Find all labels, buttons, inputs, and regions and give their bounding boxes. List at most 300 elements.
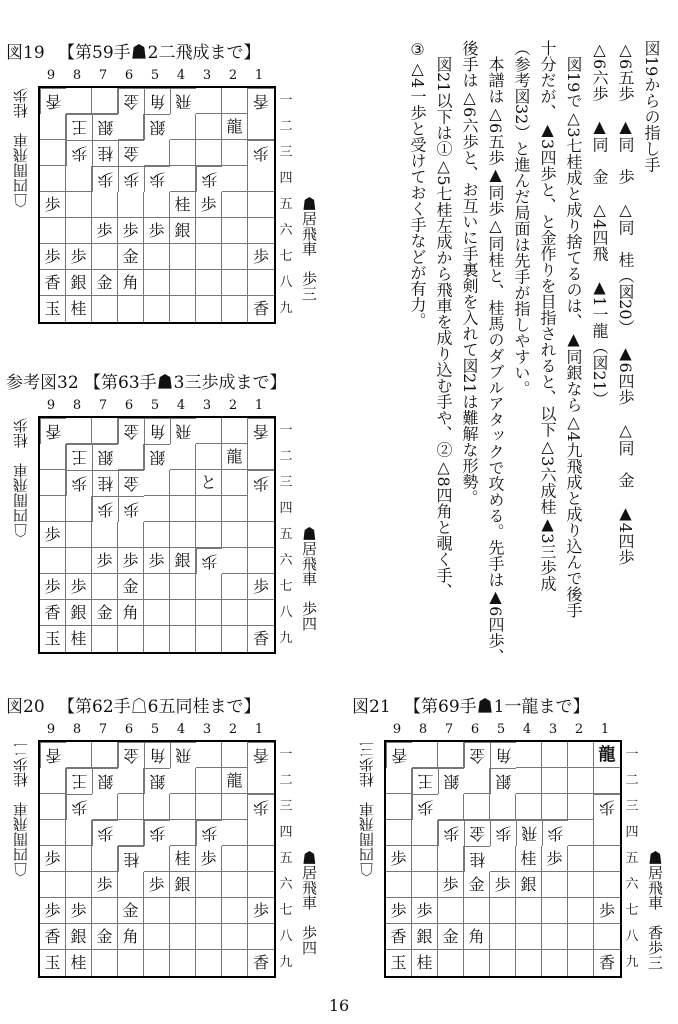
board-square (144, 470, 170, 496)
board-square (66, 192, 92, 218)
board-square (196, 950, 222, 976)
board-square (222, 950, 248, 976)
board-square (568, 846, 594, 872)
board-piece: 香 (386, 742, 412, 768)
board-piece: 王 (66, 768, 92, 794)
file-label: 2 (574, 722, 584, 737)
board-square (222, 166, 248, 192)
board-square (248, 768, 274, 794)
rank-labels (624, 742, 640, 976)
board-piece: 歩 (40, 192, 66, 218)
board-square (412, 846, 438, 872)
board-piece: と (196, 470, 222, 496)
board-piece: 角 (118, 924, 144, 950)
board-piece: 王 (66, 114, 92, 140)
board-piece: 桂 (118, 846, 144, 872)
board-piece: 銀 (412, 924, 438, 950)
board-piece: 歩 (92, 820, 118, 846)
board-piece: 香 (386, 924, 412, 950)
board-square (248, 270, 274, 296)
board-square (196, 270, 222, 296)
board-square (40, 444, 66, 470)
board-piece: 金 (118, 88, 144, 114)
board-square (92, 950, 118, 976)
board-piece: 歩 (66, 244, 92, 270)
board-piece: 歩 (438, 820, 464, 846)
prose-line: 図21以下は①△5七桂左成から飛車を成り込む手や、②△8四角と覗く手、 (434, 40, 453, 599)
board-square (222, 218, 248, 244)
board-piece: 銀 (144, 768, 170, 794)
shogi-board (38, 416, 276, 654)
board-square (196, 218, 222, 244)
board-piece: 歩 (144, 218, 170, 244)
board-piece: 香 (40, 418, 66, 444)
board-piece: 香 (40, 88, 66, 114)
board-square (222, 470, 248, 496)
board-square (386, 768, 412, 794)
board-square (92, 742, 118, 768)
rank-label: 六 (279, 223, 293, 238)
board-square (40, 820, 66, 846)
sente-hand: ☗居飛車 歩四 (300, 850, 318, 955)
rank-label: 七 (279, 903, 293, 918)
board-square (196, 88, 222, 114)
board-piece: 歩 (40, 846, 66, 872)
prose-line: （参考図32）と進んだ局面は先手が指しやすい。 (512, 40, 531, 397)
file-labels (38, 398, 274, 414)
shogi-board (38, 740, 276, 978)
board-square (594, 846, 620, 872)
board-piece: 香 (598, 953, 615, 972)
board-square (196, 794, 222, 820)
board-square (144, 244, 170, 270)
board-piece: 角 (490, 742, 516, 768)
board-square (170, 924, 196, 950)
rank-label: 七 (279, 579, 293, 594)
board-square (170, 898, 196, 924)
diagram-ref32 (6, 368, 316, 658)
board-piece: 桂 (170, 846, 196, 872)
board-square (66, 496, 92, 522)
board-square (490, 924, 516, 950)
board-piece: 歩 (144, 548, 170, 574)
file-label: 9 (46, 722, 56, 737)
board-square (222, 244, 248, 270)
board-piece: 銀 (170, 218, 196, 244)
board-square (248, 192, 274, 218)
board-piece: 歩 (490, 872, 516, 898)
file-label: 9 (46, 68, 56, 83)
board-square (222, 820, 248, 846)
board-piece: 歩 (196, 548, 222, 574)
board-square (40, 768, 66, 794)
board-square (222, 522, 248, 548)
file-label: 6 (124, 722, 134, 737)
board-piece: 金 (464, 742, 490, 768)
diagram-label: 図20 (6, 697, 45, 717)
board-piece: 銀 (170, 872, 196, 898)
board-piece: 角 (118, 600, 144, 626)
board-square (196, 140, 222, 166)
board-square (568, 924, 594, 950)
file-label: 7 (98, 722, 108, 737)
board-piece: 金 (464, 820, 490, 846)
rank-label: 三 (279, 145, 293, 160)
sente-hand: ☗居飛車 香歩三 (646, 850, 664, 970)
rank-label: 五 (279, 197, 293, 212)
board-piece: 歩 (248, 794, 274, 820)
board-square (196, 742, 222, 768)
board-square (594, 872, 620, 898)
rank-label: 九 (279, 301, 293, 316)
file-label: 9 (46, 398, 56, 413)
file-label: 7 (98, 398, 108, 413)
diagram-fig21 (352, 692, 672, 982)
board-piece: 王 (66, 444, 92, 470)
board-piece: 歩 (386, 898, 412, 924)
board-square (92, 574, 118, 600)
board-square (118, 768, 144, 794)
rank-label: 三 (279, 475, 293, 490)
board-piece: 金 (118, 140, 144, 166)
board-piece: 金 (118, 470, 144, 496)
board-square (170, 600, 196, 626)
board-square (196, 574, 222, 600)
board-piece: 銀 (516, 872, 542, 898)
board-square (222, 418, 248, 444)
board-square (438, 794, 464, 820)
board-piece: 角 (118, 270, 144, 296)
prose-line: △6六歩 ▲同 金 △4四飛 ▲1一龍（図21） (590, 40, 609, 407)
board-square (92, 296, 118, 322)
board-piece: 歩 (40, 244, 66, 270)
file-label: 2 (228, 398, 238, 413)
prose-line: 図19からの指し手 (642, 40, 661, 173)
board-piece: 歩 (196, 192, 222, 218)
board-piece: 銀 (144, 114, 170, 140)
board-square (438, 950, 464, 976)
file-label: 6 (124, 398, 134, 413)
board-piece: 銀 (490, 768, 516, 794)
file-label: 3 (548, 722, 558, 737)
board-square (594, 820, 620, 846)
board-square (196, 444, 222, 470)
board-piece: 桂 (92, 470, 118, 496)
board-square (66, 88, 92, 114)
board-piece: 歩 (40, 522, 66, 548)
board-square (196, 872, 222, 898)
board-square (412, 742, 438, 768)
file-label: 8 (418, 722, 428, 737)
board-piece: 桂 (66, 950, 92, 976)
board-piece: 玉 (40, 296, 66, 322)
file-label: 7 (98, 68, 108, 83)
board-piece: 龍 (222, 768, 248, 794)
file-labels (38, 722, 274, 738)
rank-labels (278, 742, 294, 976)
board-square (438, 898, 464, 924)
rank-label: 一 (279, 93, 293, 108)
board-piece: 歩 (248, 898, 274, 924)
board-square (222, 496, 248, 522)
board-piece: 金 (464, 872, 490, 898)
board-square (248, 548, 274, 574)
board-square (196, 496, 222, 522)
board-piece: 香 (252, 629, 269, 648)
board-square (412, 820, 438, 846)
board-piece: 歩 (92, 872, 118, 898)
board-square (66, 548, 92, 574)
file-label: 5 (496, 722, 506, 737)
file-label: 2 (228, 722, 238, 737)
board-piece: 香 (248, 742, 274, 768)
board-square (170, 270, 196, 296)
board-square (248, 444, 274, 470)
board-piece: 飛 (516, 820, 542, 846)
board-square (222, 574, 248, 600)
board-square (464, 950, 490, 976)
board-piece: 桂 (66, 626, 92, 652)
board-square (248, 600, 274, 626)
board-piece: 歩 (92, 218, 118, 244)
board-piece: 角 (144, 742, 170, 768)
rank-label: 一 (279, 747, 293, 762)
board-square (170, 574, 196, 600)
board-square (92, 418, 118, 444)
file-label: 8 (72, 68, 82, 83)
rank-label: 六 (279, 553, 293, 568)
board-square (542, 898, 568, 924)
board-square (196, 768, 222, 794)
board-square (222, 192, 248, 218)
board-square (144, 794, 170, 820)
file-label: 9 (392, 722, 402, 737)
board-piece: 歩 (118, 548, 144, 574)
board-square (66, 846, 92, 872)
board-piece: 歩 (490, 820, 516, 846)
file-label: 3 (202, 398, 212, 413)
board-square (248, 166, 274, 192)
board-square (196, 418, 222, 444)
diagram-title (6, 368, 287, 393)
board-square (490, 794, 516, 820)
board-square (92, 244, 118, 270)
board-piece: 歩 (66, 140, 92, 166)
rank-label: 九 (625, 955, 639, 970)
board-piece: 歩 (66, 794, 92, 820)
diagram-title (352, 692, 590, 717)
board-square (144, 192, 170, 218)
board-square (92, 626, 118, 652)
board-square (66, 820, 92, 846)
board-square (222, 296, 248, 322)
board-square (144, 600, 170, 626)
board-square (248, 924, 274, 950)
board-square (40, 470, 66, 496)
board-piece: 歩 (118, 496, 144, 522)
board-piece: 金 (118, 742, 144, 768)
rank-label: 五 (279, 851, 293, 866)
board-piece: 龍 (222, 444, 248, 470)
board-square (490, 950, 516, 976)
rank-label: 九 (279, 955, 293, 970)
rank-label: 六 (279, 877, 293, 892)
board-square (66, 418, 92, 444)
board-piece: 銀 (438, 768, 464, 794)
board-square (40, 872, 66, 898)
board-square (464, 898, 490, 924)
shogi-board (384, 740, 622, 978)
board-square (170, 470, 196, 496)
board-square (248, 872, 274, 898)
board-square (170, 794, 196, 820)
board-piece: 桂 (516, 846, 542, 872)
board-square (196, 296, 222, 322)
board-square (222, 600, 248, 626)
board-piece: 歩 (66, 574, 92, 600)
rank-label: 七 (625, 903, 639, 918)
board-square (542, 950, 568, 976)
board-square (542, 924, 568, 950)
board-square (222, 742, 248, 768)
board-piece: 歩 (66, 470, 92, 496)
rank-label: 一 (279, 423, 293, 438)
board-piece: 香 (40, 924, 66, 950)
diagram-title (6, 692, 261, 717)
shogi-board (38, 86, 276, 324)
rank-label: 八 (279, 605, 293, 620)
board-square (40, 548, 66, 574)
board-square (516, 742, 542, 768)
board-piece: 金 (92, 600, 118, 626)
board-square (516, 950, 542, 976)
board-piece: 歩 (144, 872, 170, 898)
board-square (248, 496, 274, 522)
board-piece: 角 (144, 418, 170, 444)
board-square (118, 444, 144, 470)
board-piece: 歩 (144, 820, 170, 846)
board-square (222, 548, 248, 574)
file-label: 1 (254, 398, 264, 413)
board-square (144, 270, 170, 296)
diagram-label: 図21 (352, 697, 391, 717)
prose-line: 図19で△3七桂成と成り捨てるのは、▲同銀なら△4九飛成と成り込んで後手 (564, 40, 583, 618)
board-square (196, 522, 222, 548)
board-square (464, 768, 490, 794)
board-piece: 桂 (412, 950, 438, 976)
board-square (542, 794, 568, 820)
board-piece: 歩 (196, 846, 222, 872)
board-piece: 銀 (66, 924, 92, 950)
board-square (40, 794, 66, 820)
board-square (92, 794, 118, 820)
board-piece: 歩 (144, 166, 170, 192)
diagram-caption: 【第69手☗1一龍まで】 (404, 697, 590, 717)
board-piece: 歩 (118, 166, 144, 192)
commentary-text (404, 40, 664, 665)
file-label: 2 (228, 68, 238, 83)
board-piece: 歩 (92, 548, 118, 574)
board-piece: 金 (118, 574, 144, 600)
board-piece: 桂 (464, 846, 490, 872)
board-square (144, 496, 170, 522)
diagram-caption: 【第62手☖6五同桂まで】 (58, 697, 261, 717)
file-label: 3 (202, 722, 212, 737)
rank-label: 一 (625, 747, 639, 762)
file-label: 4 (522, 722, 532, 737)
board-square (40, 218, 66, 244)
board-square (170, 626, 196, 652)
board-piece: 飛 (170, 418, 196, 444)
board-piece: 歩 (412, 794, 438, 820)
board-square (92, 846, 118, 872)
file-label: 1 (254, 722, 264, 737)
board-piece: 金 (92, 270, 118, 296)
board-piece: 香 (252, 299, 269, 318)
rank-label: 四 (279, 501, 293, 516)
board-square (222, 872, 248, 898)
board-square (170, 140, 196, 166)
board-square (92, 522, 118, 548)
file-label: 4 (176, 722, 186, 737)
board-square (222, 794, 248, 820)
rank-label: 六 (625, 877, 639, 892)
board-piece: 歩 (542, 846, 568, 872)
board-piece: 歩 (594, 794, 620, 820)
file-label: 7 (444, 722, 454, 737)
board-piece: 龍 (594, 742, 620, 768)
board-piece: 角 (464, 924, 490, 950)
rank-label: 四 (279, 171, 293, 186)
board-square (222, 898, 248, 924)
board-square (464, 794, 490, 820)
board-square (40, 166, 66, 192)
board-piece: 歩 (438, 872, 464, 898)
rank-label: 二 (279, 449, 293, 464)
board-square (386, 820, 412, 846)
rank-label: 五 (625, 851, 639, 866)
board-piece: 歩 (386, 846, 412, 872)
board-square (196, 924, 222, 950)
file-label: 5 (150, 68, 160, 83)
file-label: 6 (470, 722, 480, 737)
board-square (222, 140, 248, 166)
board-square (170, 444, 196, 470)
file-label: 4 (176, 68, 186, 83)
file-labels (384, 722, 620, 738)
rank-labels (278, 418, 294, 652)
rank-label: 二 (625, 773, 639, 788)
board-square (222, 626, 248, 652)
board-piece: 玉 (40, 950, 66, 976)
board-square (222, 924, 248, 950)
gote-hand: ☖四間飛車 桂歩三 (358, 742, 376, 877)
board-square (66, 522, 92, 548)
board-piece: 歩 (248, 574, 274, 600)
board-square (516, 924, 542, 950)
board-square (170, 820, 196, 846)
file-label: 3 (202, 68, 212, 83)
prose-line: 十分だが、▲3四歩と、と金作りを目指されると、以下△3六成桂▲3三歩成 (538, 40, 557, 592)
board-square (248, 522, 274, 548)
board-square (40, 496, 66, 522)
rank-label: 九 (279, 631, 293, 646)
board-square (118, 794, 144, 820)
board-square (222, 846, 248, 872)
board-piece: 龍 (222, 114, 248, 140)
diagram-caption: 【第63手☗3三歩成まで】 (84, 373, 287, 393)
board-square (66, 218, 92, 244)
